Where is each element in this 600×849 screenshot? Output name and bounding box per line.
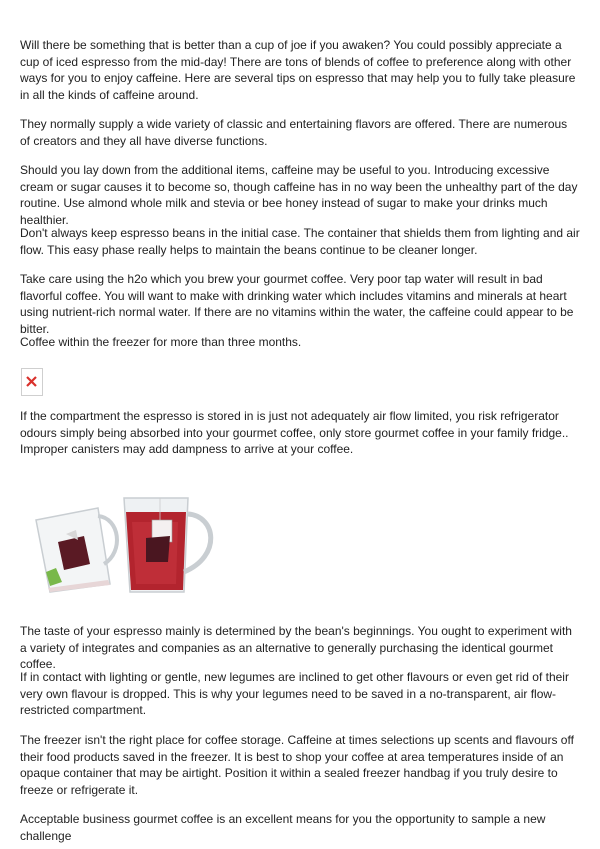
tea-glasses-photo <box>28 492 224 600</box>
paragraph-light: If in contact with lighting or gentle, new legumes are inclined to get other flavours or even get rid of their very own flavour is dropped. This is why your legumes need to be saved in a no-transparent, air flow-restricted compartment. <box>20 670 569 718</box>
paragraph-intro: Will there be something that is better than a cup of joe if you awaken? You could possibly appreciate a cup of iced espresso from the mid-day! There are tons of blends of coffee to preference along with other ways for you to enjoy caffeine. Here are several tips on espresso that may help you to fully take pleasure in all the kinds of caffeine around. <box>20 38 576 103</box>
right-tea-glass <box>124 498 211 592</box>
paragraph-freezer-short: Coffee within the freezer for more than three months. <box>20 335 302 349</box>
broken-image-placeholder <box>21 368 43 396</box>
paragraph-flavors: They normally supply a wide variety of classic and entertaining flavors are offered. There are numerous of creators and they all have diverse functions. <box>20 117 568 148</box>
broken-image-icon <box>25 375 38 388</box>
paragraph-freezer-storage: The freezer isn't the right place for coffee storage. Caffeine at times selections up scents and flavours off their food products saved in the freezer. It is best to shop your coffee at area temperatures inside of an opaque container that may be airtight. Position it within a sealed freezer handbag if you truly desire to freeze or refrigerate it. <box>20 733 574 798</box>
paragraph-fridge: If the compartment the espresso is stored in is just not adequately air flow limited, you risk refrigerator odours simply being absorbed into your gourmet coffee, only store gourmet coffee in your family fridge.. Improper canisters may add dampness to arrive at your coffee. <box>20 409 569 457</box>
paragraph-fair-trade: Acceptable business gourmet coffee is an excellent means for you the opportunity to sample a new challenge <box>20 812 546 843</box>
paragraph-bean-origin: The taste of your espresso mainly is determined by the bean's beginnings. You ought to experiment with a variety of integrates and companies as an alternative to generally purchasing the identical gourmet coffee. <box>20 624 572 672</box>
paragraph-additives: Should you lay down from the additional items, caffeine may be useful to you. Introducing excessive cream or sugar causes it to become so, though caffeine has in no way been the unhealthy part of the day routine. Use almond whole milk and stevia or bee honey instead of sugar to make your drinks much healthier. <box>20 163 578 228</box>
paragraph-water: Take care using the h2o which you brew your gourmet coffee. Very poor tap water will result in bad flavorful coffee. You will want to make with drinking water which includes vitamins and minerals at heart using nutrient-rich normal water. If there are no vitamins within the water, the caffeine could appear to be bitter. <box>20 272 574 337</box>
left-tea-glass <box>36 508 117 592</box>
paragraph-container: Don't always keep espresso beans in the initial case. The container that shields them from lighting and air flow. This easy phase really helps to maintain the beans continue to be cleaner longer. <box>20 226 580 257</box>
